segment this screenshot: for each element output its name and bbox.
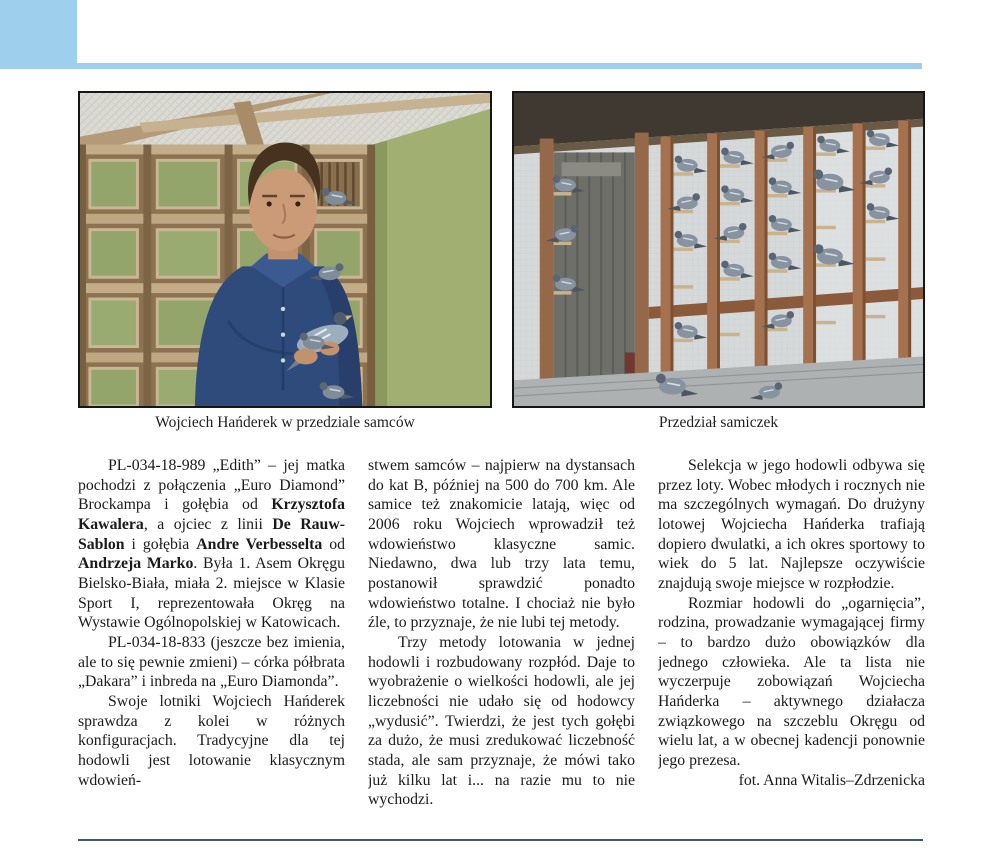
breeder-name: Andrzeja Marko <box>78 555 194 573</box>
paragraph: Trzy metody lotowania w jednej hodowli i rozbudowany rozpłód. Daje to wyobrażenie o wielkości hodowli, ale jej liczebności nie udało się od hodowcy „wydusić”. Twierdzi, że jest tych gołębi za dużo, że musi zredukować liczebność stada, ale sam przyznaje, że mówi tako już kilku lat i... na razie mu to nie wychodzi. <box>368 633 635 809</box>
text-run: od <box>322 535 345 553</box>
text-run: . Była 1. Asem Okręgu Bielsko-Biała, miała 2. miejsce w Klasie Sport I, reprezentowała Okręg na Wystawie Ogólnopolskiej w Katowicach. <box>78 555 345 632</box>
photo-credit: fot. Anna Witalis–Zdrzenicka <box>738 771 925 789</box>
photo-hens-compartment <box>512 91 925 408</box>
paragraph: Selekcja w jego hodowli odbywa się przez loty. Wobec młodych i rocznych nie ma szczególnych wymagań. Do drużyny lotowej Wojciecha Hańderka trafiają dopiero dwulatki, a ich okres sportowy to wiek do 5 lat. Najlepsze oczywiście znajdują swoje miejsce w rozpłodzie. <box>658 457 925 592</box>
article-column-1 <box>78 456 345 838</box>
breeder-name: Krzysztofa Kawalera <box>78 496 345 533</box>
paragraph: Swoje lotniki Wojciech Hańderek sprawdza z kolei w różnych konfiguracjach. Tradycyjne dla tej hodowli jest lotowanie klasycznym wdowień- <box>78 692 345 789</box>
photo-mens-compartment <box>78 91 492 408</box>
paragraph: stwem samców – najpierw na dystansach do kat B, później na 500 do 700 km. Ale samice też znakomicie latają, więc od 2006 roku Wojciech wprowadził też wdowieństwo klasyczne samic. Niedawno, dwa lub trzy lata temu, postanowił sprawdzić ponadto wdowieństwo totalne. I chociaż nie było źle, to przyznaje, że nie lubi tej metody. <box>368 457 635 632</box>
breeder-name: Andre Verbesselta <box>196 535 323 553</box>
figure-caption-right: Przedział samiczek <box>658 414 779 431</box>
loft-interior-illustration <box>80 93 490 406</box>
article-body <box>78 456 925 838</box>
bloodline-name: De Rauw-Sablon <box>78 515 345 553</box>
text-run: , a ojciec z linii <box>143 515 273 533</box>
paragraph <box>78 456 345 633</box>
article-column-3 <box>658 456 925 838</box>
header-rule <box>0 63 922 69</box>
header-corner-block <box>0 0 77 64</box>
footer-rule <box>78 839 923 841</box>
article-column-2 <box>368 456 635 838</box>
figure-caption-left: Wojciech Hańderek w przedziale samców <box>155 414 415 431</box>
paragraph: Rozmiar hodowli do „ogarnięcia”, rodzina, prowadzanie wymagającej firmy – to bardzo dużo obowiązków dla jednego człowieka. Ale ta lista nie wyczerpuje zobowiązań Wojciecha Hańderka – aktywnego działacza związkowego na szczeblu Okręgu od wielu lat, a w obecnej kadencji ponownie jego prezesa. <box>658 594 925 769</box>
text-run: PL-034-18-989 „Edith” – jej matka pochodzi z połączenia „Euro Diamond” Brockampa i gołębia od <box>78 457 345 514</box>
paragraph: PL-034-18-833 (jeszcze bez imienia, ale to się pewnie zmieni) – córka półbrata „Dakara” i inbreda na „Euro Diamonda”. <box>78 633 345 691</box>
text-run: i gołębia <box>124 535 197 553</box>
aviary-perches-illustration <box>514 93 923 406</box>
